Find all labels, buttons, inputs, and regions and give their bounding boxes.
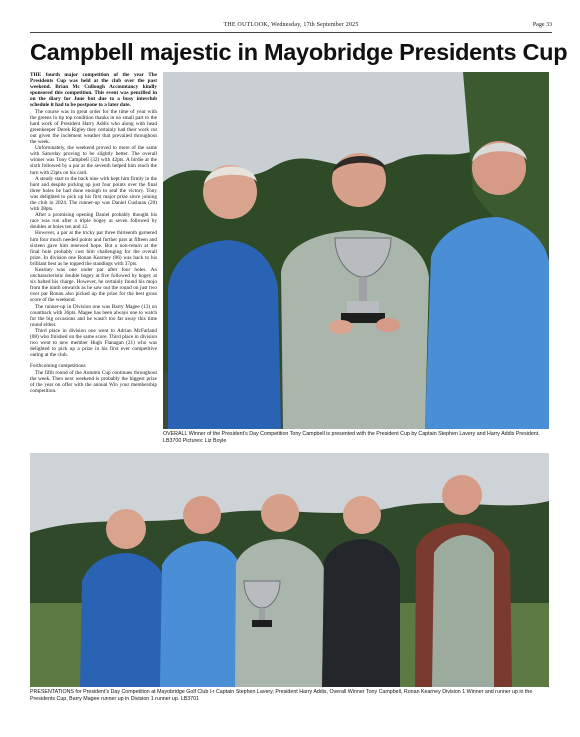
group-illustration xyxy=(30,453,549,687)
group-photo xyxy=(30,453,549,687)
publication-line: THE OUTLOOK, Wednesday, 17th September 2025 xyxy=(223,22,359,28)
article-paragraph: Third place in division one went to Adrian McFarland (08) who finished on the same score. Third place in division two went to new member Hugh Flanagan (21) who was delighted to pick up a prize in his first ever competitive outing at the club. xyxy=(30,327,157,359)
article-body xyxy=(30,72,157,452)
article-paragraph: The course was in great order for the time of year with the greens in tip top condition thanks in no small part to the hard work of President Harry Addis who along with head greenkeeper Derek Rigley they certainly had their work cut out given the inclement weather that prevailed throughout the week. xyxy=(30,108,157,146)
article-paragraph: The runner-up in Division one was Barry Magee (13) on countback with 36pts. Magee has been always one to watch for the big occasions and he wasn't too far away this time round either. xyxy=(30,303,157,328)
article-closing: The fifth round of the Autumn Cup continues throughout the week. Then next weekend is probably the biggest prize of the year on offer with the annual Win your membership competition. xyxy=(30,369,157,394)
article-paragraph: Kearney was one under par after four holes. An uncharacteristic double bogey at five followed by bogey at six halted his charge. However, he certainly found his mojo from the ninth onwards as he saw out the round on just two over par Ronan also picked up the prize for the best gross score of the weekend. xyxy=(30,267,157,304)
bottom-photo-caption: PRESENTATIONS for President's Day Competition at Mayobridge Golf Club l-r Captain Stephen Lavery, President Harry Addis, Overall Winner Tony Campbell, Ronan Kearney Division 1 Winner and runner up in the Presidents Cup, Barry Magee runner up in Division 1 runner up. LB3701 xyxy=(30,689,533,702)
article-lead: THE fourth major competition of the year The Presidents Cup was held at the club over the past weekend. Brian Mc Cullough Accountancy kindly sponsored this competition. This event was pencilled in on the diary for June but due to a busy interclub schedule it had to be postpone to a later date. xyxy=(30,72,157,109)
article-paragraph: A steady start to the back nine with kept him firmly in the hunt and despite picking up just four points over the final three holes he had done enough to seal the victory. Tony was delighted to pick up his first major prize since joining the club in 2024. The runner-up was Daniel Cushnan (20) with 38pts. xyxy=(30,175,157,213)
article-paragraph: However, a par at the tricky par three thirteenth garnered him four much needed points and further pars at fifteen and sixteen gave him renewed hope. But a non-return at the final hole probably cost him challenging for the overall prize. In division one Ronan Kearney (06) was back to his brilliant best as he topped the standings with 37pts. xyxy=(30,230,157,267)
page-number: Page 33 xyxy=(532,22,552,28)
article-paragraph: Unfortunately, the weekend proved to more of the same with Saturday proving to be slightly better. The overall winner was Tony Campbell (32) with 42pts. A birdie at the sixth followed by a par at the seventh helped him reach the turn with 23pts on his card. xyxy=(30,145,157,176)
masthead xyxy=(30,20,552,33)
cup-presentation-photo xyxy=(163,72,549,429)
page-headline: Campbell majestic in Mayobridge Presidents Cup xyxy=(30,39,568,65)
article-subhead: Forthcoming competitions xyxy=(30,363,86,370)
top-photo-caption: OVERALL Winner of the President's Day Competition Tony Campbell is presented with the President Cup by Captain Stephen Lavery and Harry Addis President. LB3700 Pictures: Liz Boyle xyxy=(163,431,540,444)
cup-presentation-illustration xyxy=(163,72,549,429)
article-paragraph: After a promising opening Daniel probably thought his race was run after a triple bogey at seven followed by doubles at holes ten and 12. xyxy=(30,212,157,231)
